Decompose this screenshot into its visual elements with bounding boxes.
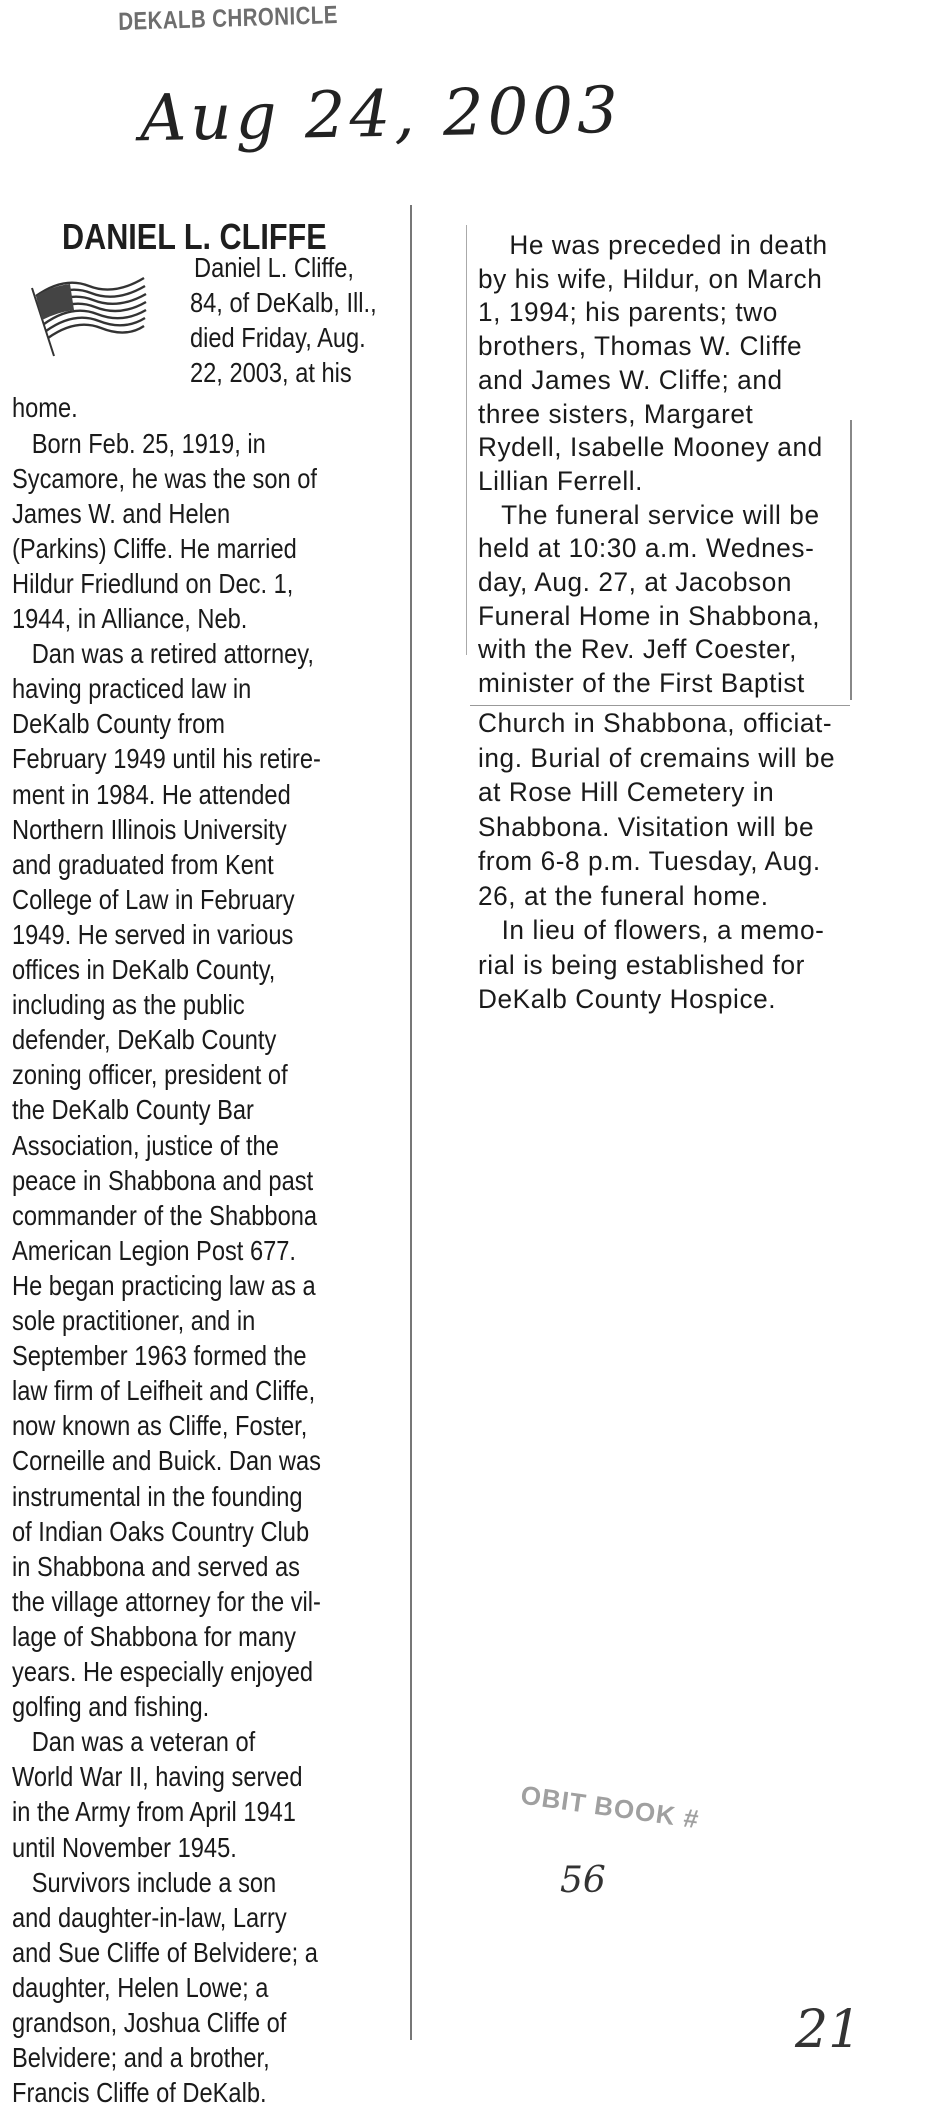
text-line: with the Rev. Jeff Coester, xyxy=(478,634,797,665)
text-line: home. xyxy=(12,392,78,424)
text-line: Shabbona. Visitation will be xyxy=(478,811,815,842)
text-line: in Shabbona and served as xyxy=(12,1550,300,1582)
text-line: died Friday, Aug. xyxy=(190,322,366,354)
text-line: Lillian Ferrell. xyxy=(478,465,644,496)
text-line: Dan was a veteran of xyxy=(12,1726,256,1758)
text-line: In lieu of flowers, a memo- xyxy=(478,915,825,945)
text-line: DeKalb County from xyxy=(12,708,225,740)
text-line: Corneille and Buick. Dan was xyxy=(12,1445,321,1477)
text-line: held at 10:30 a.m. Wednes- xyxy=(478,533,815,564)
text-line: and Sue Cliffe of Belvidere; a xyxy=(12,1936,318,1968)
text-line: and graduated from Kent xyxy=(12,848,274,880)
text-line: 1, 1994; his parents; two xyxy=(478,297,778,328)
text-line: (Parkins) Cliffe. He married xyxy=(12,532,297,564)
text-line: offices in DeKalb County, xyxy=(12,954,276,985)
obit-book-number: 56 xyxy=(560,1860,606,1901)
column-divider xyxy=(850,420,852,700)
text-line: minister of the First Baptist xyxy=(478,668,805,699)
text-line: He was preceded in death xyxy=(478,230,828,260)
text-line: The funeral service will be xyxy=(478,499,820,530)
rule-line xyxy=(470,705,850,706)
text-line: Hildur Friedlund on Dec. 1, xyxy=(12,567,294,599)
text-line: law firm of Leifheit and Cliffe, xyxy=(12,1375,316,1407)
text-line: 26, at the funeral home. xyxy=(478,880,769,911)
text-line: day, Aug. 27, at Jacobson xyxy=(478,567,793,597)
text-line: commander of the Shabbona xyxy=(12,1199,318,1231)
text-line: lage of Shabbona for many xyxy=(12,1620,297,1652)
text-line: Rydell, Isabelle Mooney and xyxy=(478,432,823,463)
text-line: Church in Shabbona, officiat- xyxy=(478,708,833,738)
handwritten-page-number: 21 xyxy=(795,2000,862,2060)
text-line: Survivors include a son xyxy=(12,1866,277,1898)
text-line: brothers, Thomas W. Cliffe xyxy=(478,331,803,362)
text-line: September 1963 formed the xyxy=(12,1340,307,1372)
text-line: grandson, Joshua Cliffe of xyxy=(12,2007,287,2038)
text-line: Northern Illinois University xyxy=(12,813,287,845)
text-line: sole practitioner, and in xyxy=(12,1305,256,1336)
text-line: three sisters, Margaret xyxy=(478,398,754,429)
text-line: golfing and fishing. xyxy=(12,1691,210,1723)
handwritten-date: Aug 24, 2003 xyxy=(139,73,623,157)
text-line: including as the public xyxy=(12,989,245,1021)
text-line: 1949. He served in various xyxy=(12,918,294,950)
text-line: at Rose Hill Cemetery in xyxy=(478,777,775,807)
text-line: from 6-8 p.m. Tuesday, Aug. xyxy=(478,846,821,876)
text-line: zoning officer, president of xyxy=(12,1059,288,1091)
text-line: instrumental in the founding xyxy=(12,1480,303,1512)
text-line: defender, DeKalb County xyxy=(12,1024,277,1056)
text-line: and James W. Cliffe; and xyxy=(478,364,783,395)
text-line: Francis Cliffe of DeKalb. xyxy=(12,2077,267,2109)
text-line: in the Army from April 1941 xyxy=(12,1796,296,1828)
text-line: ment in 1984. He attended xyxy=(12,778,291,810)
text-line: James W. and Helen xyxy=(12,497,231,529)
text-line: 22, 2003, at his xyxy=(190,357,352,389)
text-line: DeKalb County Hospice. xyxy=(478,984,777,1014)
text-line: Funeral Home in Shabbona, xyxy=(478,600,821,631)
text-line: years. He especially enjoyed xyxy=(12,1656,314,1687)
text-line: He began practicing law as a xyxy=(12,1269,316,1301)
text-line: College of Law in February xyxy=(12,883,295,915)
text-line: until November 1945. xyxy=(12,1831,237,1863)
text-line: Association, justice of the xyxy=(12,1129,279,1161)
text-line: rial is being established for xyxy=(478,949,805,980)
text-line: the DeKalb County Bar xyxy=(12,1094,254,1126)
text-line: Belvidere; and a brother, xyxy=(12,2042,270,2074)
text-line: Daniel L. Cliffe, xyxy=(194,252,354,283)
text-line: Sycamore, he was the son of xyxy=(12,462,317,494)
column-divider xyxy=(410,205,412,2040)
american-flag-icon xyxy=(24,268,149,358)
text-line: of Indian Oaks Country Club xyxy=(12,1515,310,1547)
text-line: peace in Shabbona and past xyxy=(12,1164,314,1196)
text-line: 1944, in Alliance, Neb. xyxy=(12,603,248,634)
text-line: American Legion Post 677. xyxy=(12,1234,296,1266)
text-line: Born Feb. 25, 1919, in xyxy=(12,427,266,459)
text-line: the village attorney for the vil- xyxy=(12,1585,321,1617)
text-line: by his wife, Hildur, on March xyxy=(478,263,823,294)
text-line: February 1949 until his retire- xyxy=(12,743,321,775)
publication-stamp: DEKALB CHRONICLE xyxy=(118,0,339,36)
obituary-headline: DANIEL L. CLIFFE xyxy=(62,216,327,257)
text-line: ing. Burial of cremains will be xyxy=(478,742,836,773)
text-line: having practiced law in xyxy=(12,673,252,705)
text-line: and daughter-in-law, Larry xyxy=(12,1901,287,1933)
obit-book-stamp: OBIT BOOK # xyxy=(518,1779,702,1835)
column-divider xyxy=(466,225,467,655)
text-line: World War II, having served xyxy=(12,1761,303,1793)
text-line: 84, of DeKalb, Ill., xyxy=(190,287,377,319)
text-line: Dan was a retired attorney, xyxy=(12,638,314,670)
text-line: now known as Cliffe, Foster, xyxy=(12,1410,308,1442)
text-line: daughter, Helen Lowe; a xyxy=(12,1971,269,2003)
